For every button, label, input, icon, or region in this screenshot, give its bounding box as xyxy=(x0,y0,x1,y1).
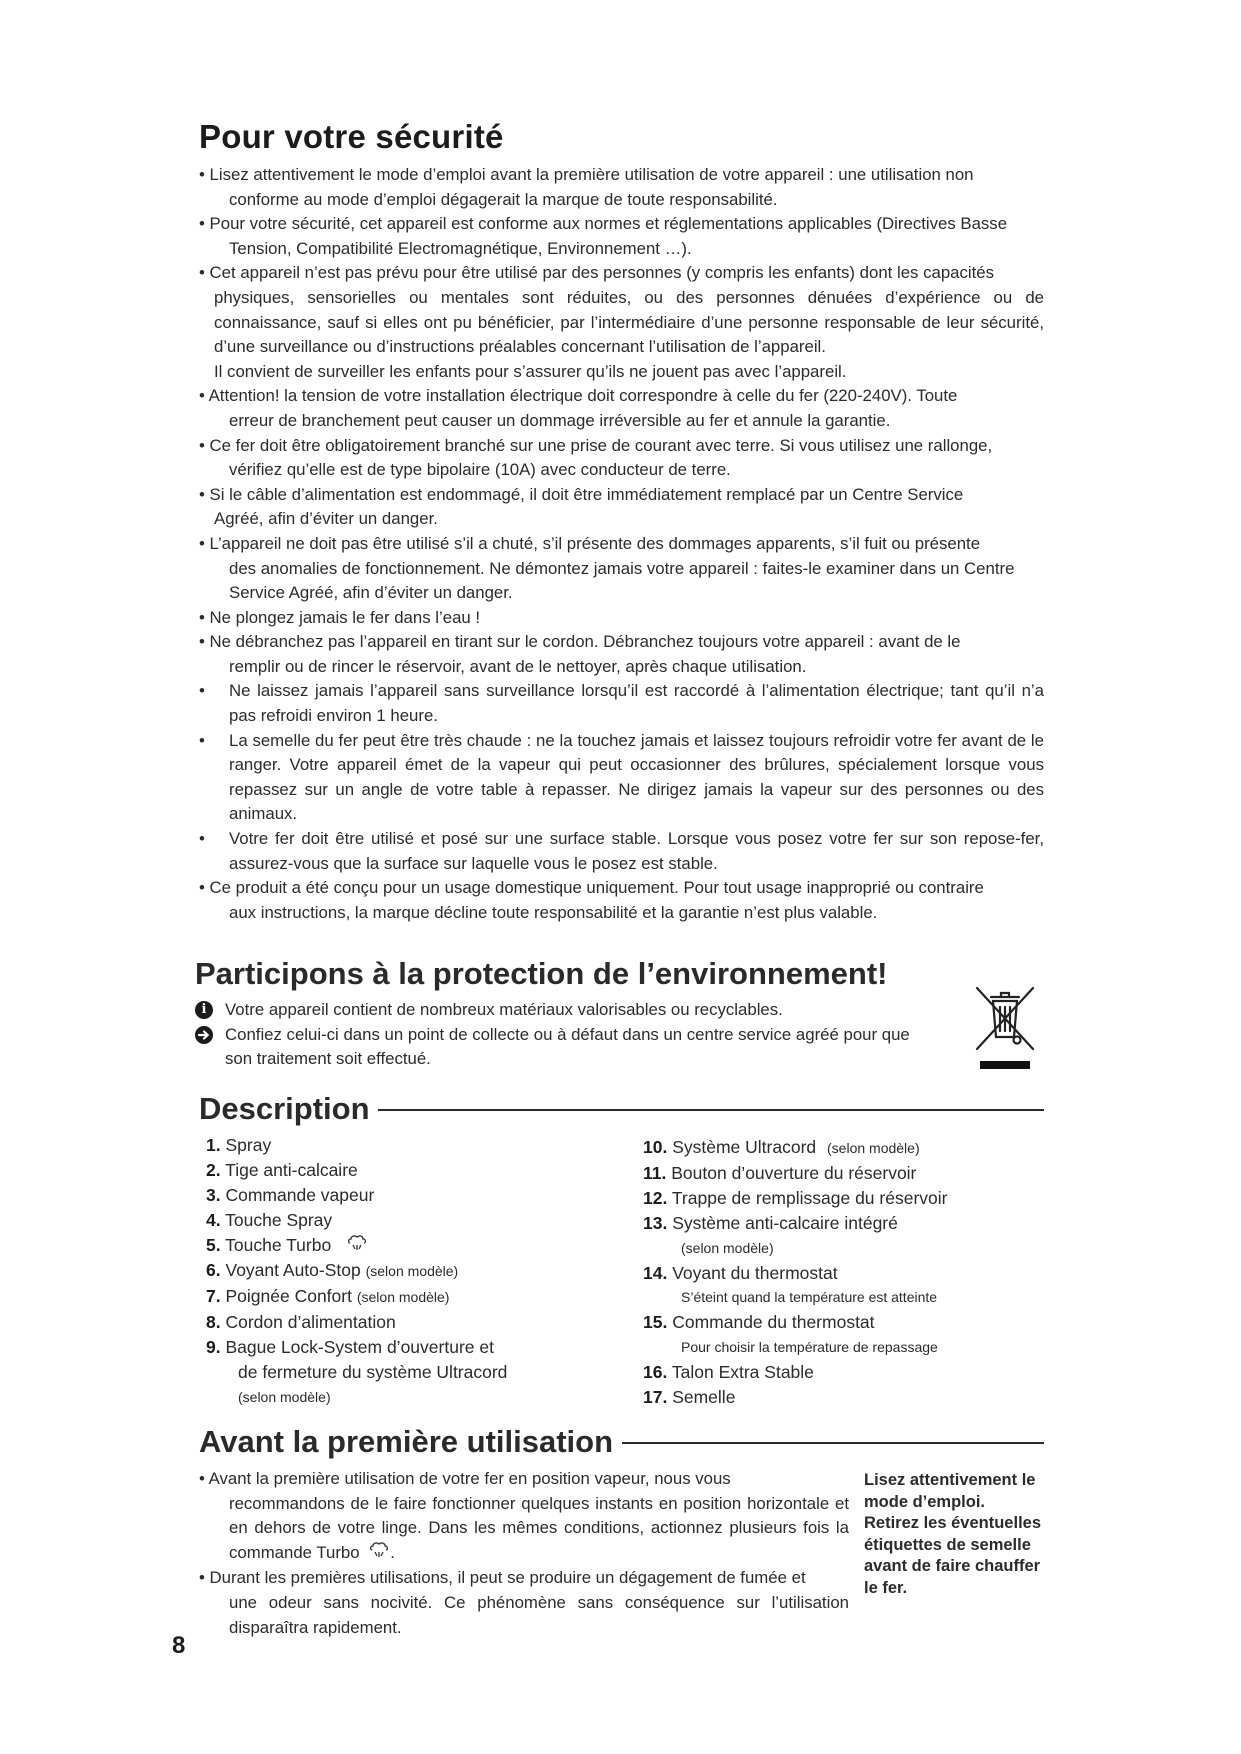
safety-item: • Attention! la tension de votre installation électrique doit correspondre à celle du fer (220-240V). Toute erreur de branchement peut causer un dommage irréversible au fer et annule la garantie. xyxy=(199,386,958,430)
list-item: 14. Voyant du thermostat S’éteint quand la température est atteinte xyxy=(643,1262,938,1306)
safety-item: • Cet appareil n’est pas prévu pour être utilisé par des personnes (y compris les enfants) dont les capacités physiques, sensorielles ou mentales sont réduites, ou des personnes dénuées d’expérience ou de connaissance, sauf si elles ont pu bénéficier, par l’intermédiaire d’une personne responsable de leur sécurité, d’une surveillance ou d’instructions préalables concernant l’utilisation de l’appareil. Il convient de surveiller les enfants pour s’assurer qu’ils ne jouent pas avec l’appareil. xyxy=(199,263,1044,381)
list-item: 8. Cordon d’alimentation xyxy=(206,1312,396,1333)
before-use-list xyxy=(199,1467,849,1640)
safety-title: Pour votre sécurité xyxy=(199,118,504,155)
safety-list xyxy=(199,163,1044,925)
description-left-list xyxy=(206,1133,626,1410)
side-note: Lisez attentivement le mode d’emploi. Retirez les éventuelles étiquettes de semelle avant de faire chauffer le fer. xyxy=(864,1471,1042,1597)
list-item: 13. Système anti-calcaire intégré (selon modèle) xyxy=(643,1212,898,1256)
safety-item: • Ne débranchez pas l’appareil en tirant sur le cordon. Débranchez toujours votre appareil : avant de le remplir ou de rincer le réservoir, avant de le nettoyer, après chaque utilisation. xyxy=(199,632,961,676)
safety-item: • Votre fer doit être utilisé et posé sur une surface stable. Lorsque vous posez votre fer sur son repose-fer, assurez-vous que la surface sur laquelle vous le posez est stable. xyxy=(199,829,1044,873)
list-item: 4. Touche Spray xyxy=(206,1209,333,1230)
environment-title: Participons à la protection de l’environnement! xyxy=(195,956,888,991)
page-number: 8 xyxy=(172,1632,186,1659)
info-icon: i xyxy=(195,1001,213,1019)
list-item: 16. Talon Extra Stable xyxy=(643,1362,814,1383)
safety-item: • Pour votre sécurité, cet appareil est conforme aux normes et réglementations applicables (Directives Basse Tension, Compatibilité Electromagnétique, Environnement …). xyxy=(199,214,1008,258)
safety-item: • Ne plongez jamais le fer dans l’eau ! xyxy=(199,607,481,627)
safety-item: • Ne laissez jamais l’appareil sans surveillance lorsqu’il est raccordé à l’alimentation électrique; tant qu’il n’a pas refroidi environ 1 heure. xyxy=(199,681,1044,726)
list-item: 5. Touche Turbo xyxy=(206,1233,626,1259)
list-item: • Durant les premières utilisations, il peut se produire un dégagement de fumée et une odeur sans nocivité. Ce phénomène sans conséquence sur l’utilisation disparaîtra rapidement. xyxy=(199,1568,849,1637)
list-item: 6. Voyant Auto-Stop (selon modèle) xyxy=(206,1260,459,1281)
list-item: 3. Commande vapeur xyxy=(206,1184,375,1205)
safety-item: • Ce produit a été conçu pour un usage domestique uniquement. Pour tout usage inapproprié ou contraire aux instructions, la marque décline toute responsabilité et la garantie n’est plus valable. xyxy=(199,878,984,922)
list-item: 11. Bouton d’ouverture du réservoir xyxy=(643,1162,917,1183)
turbo-steam-icon xyxy=(346,1234,368,1259)
list-item: 9. Bague Lock-System d’ouverture et de fermeture du système Ultracord (selon modèle) xyxy=(206,1337,508,1405)
list-item: 15. Commande du thermostat Pour choisir la température de repassage xyxy=(643,1312,938,1356)
safety-item: • Si le câble d’alimentation est endommagé, il doit être immédiatement remplacé par un Centre Service Agréé, afin d’éviter un danger. xyxy=(199,484,964,529)
description-title: Description xyxy=(199,1091,370,1126)
list-item: 12. Trappe de remplissage du réservoir xyxy=(643,1187,948,1208)
list-item: 1. Spray xyxy=(206,1135,272,1155)
environment-block: i Votre appareil contient de nombreux matériaux valorisables ou recyclables. Confiez celui-ci dans un point de collecte ou à défaut dans un centre service agréé pour que son traitement soit effectué. xyxy=(195,998,955,1072)
safety-item: • Lisez attentivement le mode d’emploi avant la première utilisation de votre appareil : une utilisation non conforme au mode d’emploi dégagerait la marque de toute responsabilité. xyxy=(199,165,974,209)
arrow-right-icon xyxy=(195,1026,213,1044)
safety-item: • L’appareil ne doit pas être utilisé s’il a chuté, s’il présente des dommages apparents, s’il fuit ou présente des anomalies de fonctionnement. Ne démontez jamais votre appareil : faites-le examiner dans un Centre Service Agréé, afin d’éviter un danger. xyxy=(199,533,1015,603)
before-use-rule xyxy=(622,1442,1044,1444)
list-item: 7. Poignée Confort (selon modèle) xyxy=(206,1286,450,1307)
description-rule xyxy=(378,1109,1044,1111)
safety-item: • La semelle du fer peut être très chaude : ne la touchez jamais et laissez toujours refroidir votre fer avant de le ranger. Votre appareil émet de la vapeur qui peut occasionner des brûlures, spécialement lorsque vous repassez sur un angle de votre table à repasser. Ne dirigez jamais la vapeur sur des personnes ou des animaux. xyxy=(199,730,1044,824)
list-item: • Avant la première utilisation de votre fer en position vapeur, nous vous recommandons de le faire fonctionner quelques instants en position horizontale et en dehors de votre linge. Dans les mêmes conditions, actionnez plusieurs fois la commande Turbo . xyxy=(199,1467,849,1566)
safety-item: • Ce fer doit être obligatoirement branché sur une prise de courant avec terre. Si vous utilisez une rallonge, vérifiez qu’elle est de type bipolaire (10A) avec conducteur de terre. xyxy=(199,435,993,480)
list-item: 17. Semelle xyxy=(643,1387,736,1408)
weee-crossed-bin-icon xyxy=(975,985,1035,1073)
description-right-list xyxy=(643,1135,1063,1410)
list-item: 10. Système Ultracord (selon modèle) xyxy=(643,1137,920,1157)
list-item: 2. Tige anti-calcaire xyxy=(206,1159,358,1180)
turbo-steam-icon xyxy=(368,1541,390,1567)
before-use-title: Avant la première utilisation xyxy=(199,1424,614,1459)
